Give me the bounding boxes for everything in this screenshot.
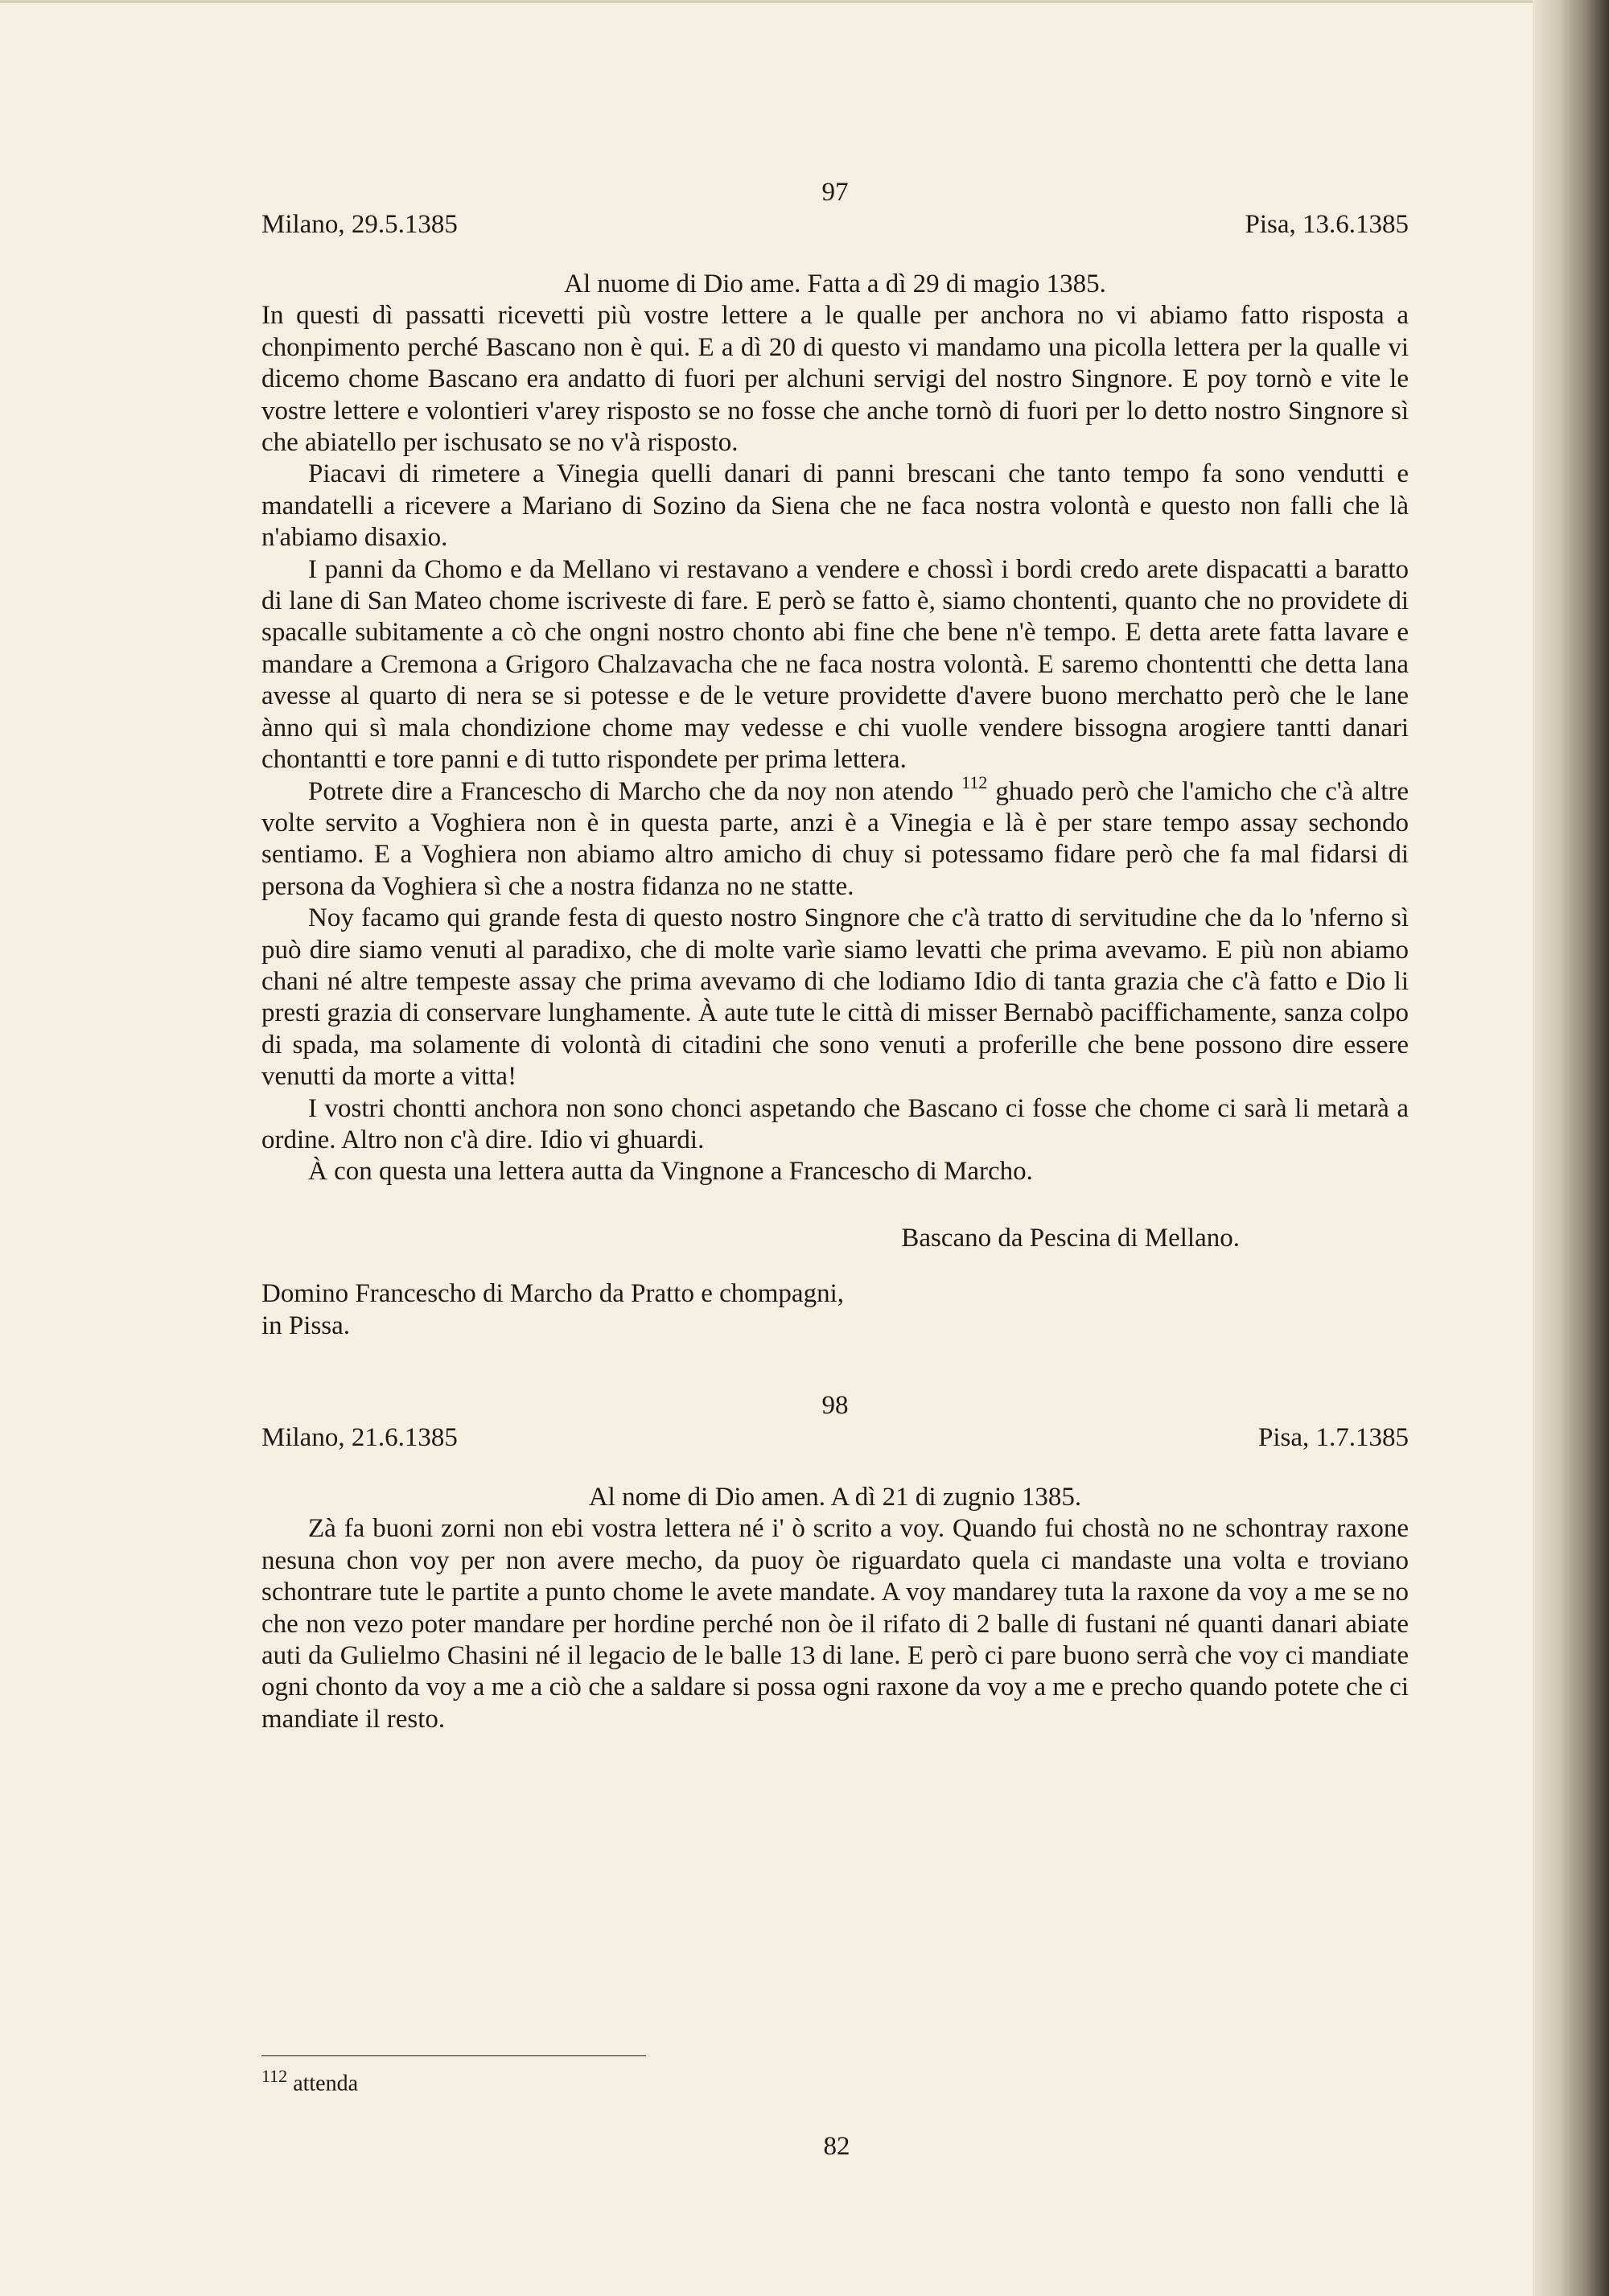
footnote-text: attenda bbox=[293, 2071, 359, 2096]
letter-98-places bbox=[261, 1422, 1409, 1455]
letter-97-paragraph-5: Noy facamo qui grande festa di questo nostro Singnore che c'à tratto di servitudine che da lo 'nferno sì può dire siamo venuti al paradixo, che di molte varìe siamo levatti che prima avevamo. E più non abiamo chani né altre tempeste assay che prima avevamo di che lodiamo Idio di tanta grazia che c'à fatto e Dio li presti grazia di conservare lunghamente. À aute tute le città di misser Bernabò paciffichamente, sanza colpo di spada, ma solamente di volontà di citadini che sono venuti a proferille che bene possono dire essere venutti da morte a vitta! bbox=[261, 903, 1409, 1092]
footnote bbox=[261, 2066, 358, 2096]
letter-97-to: Pisa, 13.6.1385 bbox=[1245, 210, 1409, 239]
letter-97-from: Milano, 29.5.1385 bbox=[261, 210, 458, 239]
letter-97-address bbox=[261, 1278, 1409, 1342]
footnote-divider bbox=[261, 2055, 646, 2056]
letter-97-number: 97 bbox=[821, 178, 849, 207]
letter-97-paragraph-6: I vostri chontti anchora non sono chonci aspetando che Bascano ci fosse che chome ci sarà li metarà a ordine. Altro non c'à dire. Idio vi ghuardi. bbox=[261, 1093, 1409, 1154]
book-spine-shadow bbox=[1533, 0, 1609, 2296]
footnote-reference: 112 bbox=[961, 772, 988, 792]
footnote-number: 112 bbox=[261, 2066, 288, 2086]
letter-98-to: Pisa, 1.7.1385 bbox=[1257, 1423, 1409, 1452]
page-top-edge bbox=[0, 0, 1533, 3]
letter-separator bbox=[261, 1342, 1409, 1390]
letter-98-paragraph-1: Zà fa buoni zorni non ebi vostra lettera né i' ò scrito a voy. Quando fui chostà no ne schontray raxone nesuna chon voy per non avere mecho, da puoy òe riguardato quela ci mandaste una volta e troviano schontrare tute le partite a punto chome le avete mandate. A voy mandarey tuta la raxone da voy a me se no che non vezo poter mandare per hordine perché non òe il rifato di 2 balle di fustani né quanti danari abiate auti da Gulielmo Chasini né il legacio de le balle 13 di lane. E però ci pare buono serrà che voy ci mandiate ogni chonto da voy a me a ciò che a saldare si possa ogni raxone da voy a me e precho quando potete che ci mandiate il resto. bbox=[261, 1514, 1409, 1734]
page-number: 82 bbox=[823, 2132, 850, 2161]
letter-97-address-line-2: in Pissa. bbox=[261, 1311, 351, 1340]
page-body bbox=[261, 177, 1409, 1735]
letter-98-number: 98 bbox=[821, 1391, 849, 1420]
letter-97-places bbox=[261, 209, 1409, 241]
letter-97-paragraph-2: Piacavi di rimetere a Vinegia quelli danari di panni brescani che tanto tempo fa sono vendutti e mandatelli a ricevere a Mariano di Sozino da Siena che ne faca nostra volontà e questo non falli che là n'abiamo disaxio. bbox=[261, 459, 1409, 553]
letter-97-paragraph-7: À con questa una lettera autta da Vingnone a Francescho di Marcho. bbox=[308, 1157, 1033, 1187]
letter-97-paragraph-4 bbox=[261, 772, 1409, 903]
letter-97-paragraph-3: I panni da Chomo e da Mellano vi restavano a vendere e chossì i bordi credo arete dispacatti a baratto di lane di San Mateo chome iscriveste di fare. E però se fatto è, siamo chontenti, quanto che no providete di spacalle subitamente a cò che ongni nostro chonto abi fine che bene n'è tempo. E detta arete fatta lavare e mandare a Cremona a Grigoro Chalzavacha che ne faca nostra volontà. E saremo chontentti che detta lana avesse al quarto di nera se si potesse e de le veture providette d'avere buono merchatto però che le lane ànno qui sì mala chondizione chome may vedesse e chi vuolle vendere bissogna arogiere tantti danari chontantti e tore panni e di tutto rispondete per prima lettera. bbox=[261, 554, 1409, 775]
letter-97-signature: Bascano da Pescina di Mellano. bbox=[901, 1223, 1240, 1253]
letter-98-salutation: Al nome di Dio amen. A dì 21 di zugnio 1385. bbox=[588, 1483, 1082, 1512]
letter-97-salutation: Al nuome di Dio ame. Fatta a dì 29 di magio 1385. bbox=[564, 270, 1106, 298]
letter-97-paragraph-4-start: Potrete dire a Francescho di Marcho che da noy non atendo bbox=[308, 776, 954, 806]
letter-97-paragraph-1: In questi dì passatti ricevetti più vostre lettere a le qualle per anchora no vi abiamo fatto risposta a chonpimento perché Bascano non è qui. E a dì 20 di questo vi mandamo una picolla lettera per la qualle vi dicemo chome Bascano era andatto di fuori per alchuni servigi del nostro Singnore. E poy tornò e vite le vostre lettere e volontieri v'arey risposto se no fosse che anche tornò di fuori per lo detto nostro Singnore sì che abiatello per ischusato se no v'à risposto. bbox=[261, 301, 1409, 458]
letter-98-from: Milano, 21.6.1385 bbox=[261, 1423, 458, 1452]
letter-97-paragraph-4-end: ghuado però che l'amicho che c'à altre volte servito a Voghiera non è in questa parte, anzi è a Vinegia e là è per stare tempo assay sechondo sentiamo. E a Voghiera non abiamo altro amicho di chuy si potessamo fidare però che fa mal fidarsi di persona da Voghiera sì che a nostra fidanza no ne statte. bbox=[261, 776, 1409, 901]
letter-97-address-line-1: Domino Francescho di Marcho da Pratto e chompagni, bbox=[261, 1279, 844, 1309]
